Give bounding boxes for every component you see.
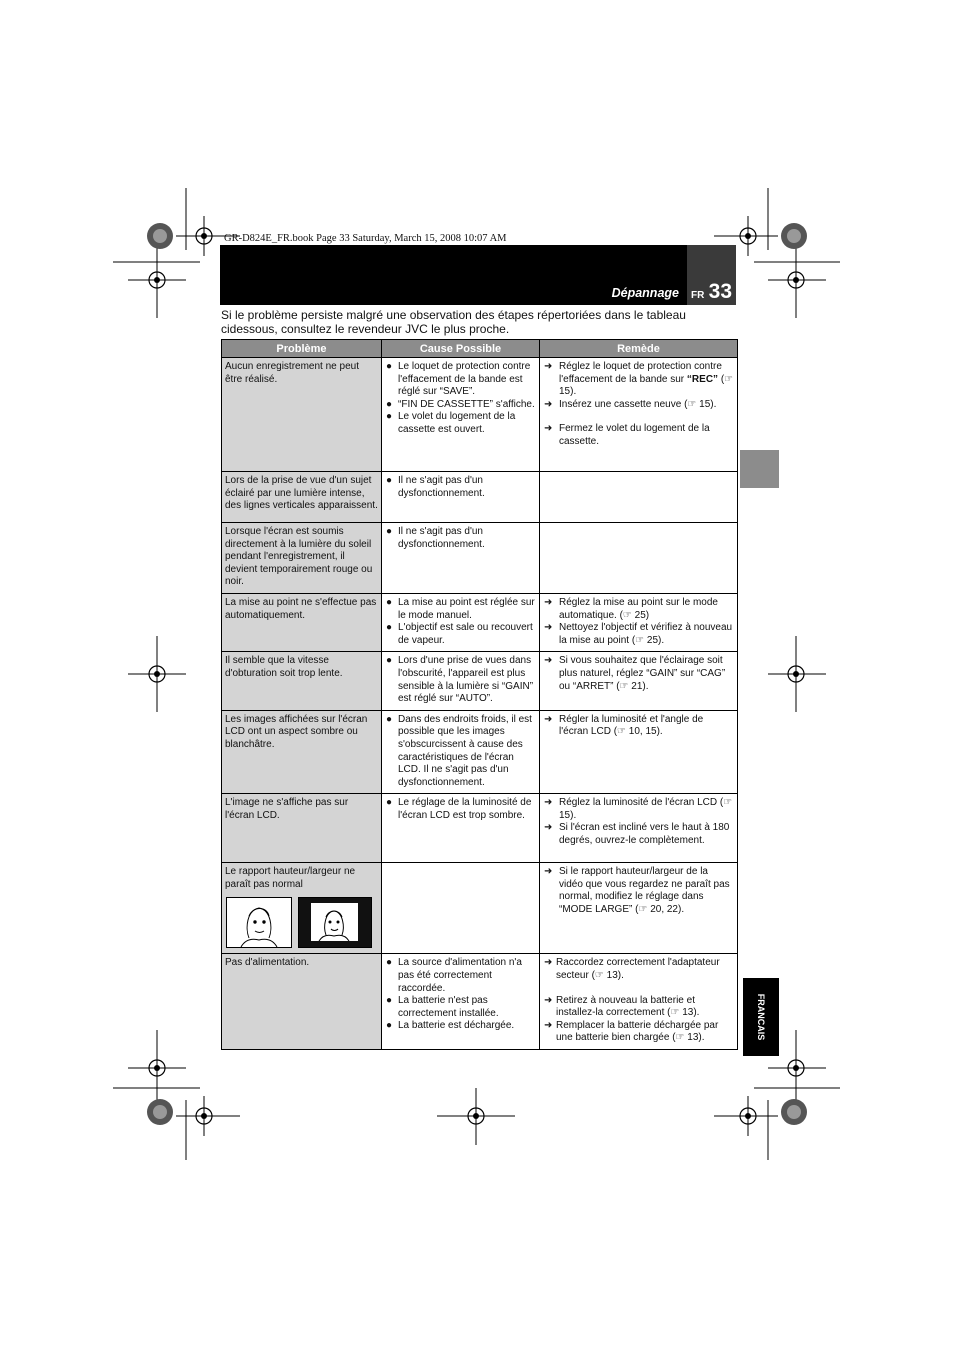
language-side-tab-label: FRANCAIS — [756, 993, 766, 1041]
bullet-icon: ● — [386, 1020, 393, 1032]
cause-item: ● Le volet du logement de la cassette est ouvert. — [386, 411, 516, 435]
bullet-icon: ● — [386, 361, 393, 372]
problem-cell — [222, 863, 382, 954]
bullet-icon: ● — [386, 622, 393, 634]
arrow-icon: ➜ — [544, 822, 553, 834]
cause-item: ● Lors d'une prise de vues dans l'obscurité, l'appareil est plus sensible à la lumière si “GAIN” est réglé sur “AUTO”. — [386, 655, 534, 705]
problem-cell: Les images affichées sur l'écran LCD ont un aspect sombre ou blanchâtre. — [222, 710, 382, 794]
table-row — [222, 593, 738, 651]
remedy-item: ➜ Réglez le loquet de protection contre l'effacement de la bande sur “REC” (☞ 15). — [544, 361, 734, 398]
cause-cell — [382, 954, 540, 1050]
arrow-icon: ➜ — [544, 994, 553, 1006]
cause-item: ● La batterie n'est pas correctement installée. — [386, 995, 499, 1019]
cause-cell — [382, 652, 540, 710]
cause-cell — [382, 358, 540, 472]
cause-cell — [382, 794, 540, 863]
bullet-icon: ● — [386, 957, 393, 969]
header-cause: Cause Possible — [382, 340, 540, 358]
table-header-row — [222, 340, 738, 358]
table-row — [222, 472, 738, 523]
book-meta-line: GR-D824E_FR.book Page 33 Saturday, March 15, 2008 10:07 AM — [224, 233, 507, 244]
table-row — [222, 523, 738, 594]
side-gray-marker — [740, 450, 779, 488]
language-code: FR — [691, 290, 705, 301]
cause-cell — [382, 523, 540, 594]
cause-item: ● “FIN DE CASSETTE” s'affiche. — [386, 398, 535, 410]
arrow-icon: ➜ — [544, 713, 553, 725]
arrow-icon: ➜ — [544, 423, 553, 435]
troubleshooting-table — [221, 339, 738, 1050]
bullet-icon: ● — [386, 797, 393, 809]
remedy-item: ➜ Raccordez correctement l'adaptateur secteur (☞ 13). — [544, 957, 720, 982]
remedy-item: ➜ Insérez une cassette neuve (☞ 15). — [544, 398, 717, 410]
remedy-cell — [540, 954, 738, 1050]
arrow-icon: ➜ — [544, 797, 553, 809]
bullet-icon: ● — [386, 596, 393, 608]
cause-cell — [382, 593, 540, 651]
bullet-icon: ● — [386, 475, 393, 486]
problem-cell: Il semble que la vitesse d'obturation soit trop lente. — [222, 652, 382, 710]
remedy-cell — [540, 652, 738, 710]
remedy-item: ➜ Si le rapport hauteur/largeur de la vidéo que vous regardez ne paraît pas normal, modifiez le réglage dans “MODE LARGE” (☞ 20, 22). — [544, 866, 730, 916]
table-row — [222, 710, 738, 794]
problem-cell: L'image ne s'affiche pas sur l'écran LCD. — [222, 794, 382, 863]
table-row — [222, 358, 738, 472]
header-remedy: Remède — [540, 340, 738, 358]
remedy-cell — [540, 523, 738, 594]
page-header-bar — [220, 245, 687, 305]
bullet-icon: ● — [386, 526, 393, 537]
problem-cell: La mise au point ne s'effectue pas automatiquement. — [222, 593, 382, 651]
cause-item: ● Le loquet de protection contre l'effacement de la bande est réglé sur “SAVE”. — [386, 361, 531, 398]
aspect-ratio-illustrations — [225, 897, 378, 949]
arrow-icon: ➜ — [544, 866, 553, 878]
cause-item: ● La batterie est déchargée. — [386, 1020, 515, 1032]
cause-cell — [382, 472, 540, 523]
remedy-item: ➜ Fermez le volet du logement de la cassette. — [544, 423, 710, 447]
arrow-icon: ➜ — [544, 398, 553, 410]
intro-paragraph: Si le problème persiste malgré une observation des étapes répertoriées dans le tableau cidessous, consultez le revendeur JVC le plus proche. — [221, 308, 686, 336]
page-number: 33 — [708, 280, 732, 303]
remedy-item: ➜ Réglez la luminosité de l'écran LCD (☞ 15). — [544, 797, 733, 821]
remedy-item: ➜ Si vous souhaitez que l'éclairage soit plus naturel, réglez “GAIN” sur “CAG” ou “ARRET” (☞ 21). — [544, 655, 726, 692]
bullet-icon: ● — [386, 995, 393, 1007]
arrow-icon: ➜ — [544, 1019, 553, 1031]
cause-item: ● Il ne s'agit pas d'un dysfonctionnement. — [386, 526, 485, 550]
problem-cell: Lorsque l'écran est soumis directement à la lumière du soleil pendant l'enregistrement, il devient temporairement rouge ou noir. — [222, 523, 382, 594]
problem-cell: Lors de la prise de vue d'un sujet éclairé par une lumière intense, des lignes verticales apparaissent. — [222, 472, 382, 523]
table-row — [222, 863, 738, 954]
remedy-cell — [540, 794, 738, 863]
cause-item: ● Dans des endroits froids, il est possible que les images s'obscurcissent à cause des caractéristiques de l'écran LCD. Il ne s'agit pas d'un dysfonctionnement. — [386, 713, 532, 788]
remedy-cell — [540, 358, 738, 472]
bullet-icon: ● — [386, 411, 393, 423]
table-row — [222, 794, 738, 863]
letterboxed-face-illustration — [298, 897, 372, 948]
remedy-item: ➜ Réglez la mise au point sur le mode automatique. (☞ 25) — [544, 596, 718, 621]
problem-cell: Pas d'alimentation. — [222, 954, 382, 1050]
remedy-item: ➜ Si l'écran est incliné vers le haut à 180 degrés, ouvrez-le complètement. — [544, 822, 730, 847]
remedy-cell — [540, 863, 738, 954]
page-number-box — [687, 245, 736, 305]
remedy-item: ➜ Régler la luminosité et l'angle de l'écran LCD (☞ 10, 15). — [544, 713, 704, 738]
table-row — [222, 954, 738, 1050]
arrow-icon: ➜ — [544, 957, 553, 969]
arrow-icon: ➜ — [544, 361, 553, 372]
arrow-icon: ➜ — [544, 596, 553, 608]
remedy-cell — [540, 710, 738, 794]
arrow-icon: ➜ — [544, 655, 553, 667]
cause-cell — [382, 710, 540, 794]
section-title: Dépannage — [611, 286, 679, 300]
remedy-item: ➜ Retirez à nouveau la batterie et installez-la correctement (☞ 13). — [544, 994, 700, 1019]
bullet-icon: ● — [386, 398, 393, 410]
problem-text: Le rapport hauteur/largeur ne paraît pas normal — [225, 866, 356, 890]
cause-item: ● Il ne s'agit pas d'un dysfonctionnement. — [386, 475, 485, 499]
table-row — [222, 652, 738, 710]
bullet-icon: ● — [386, 713, 393, 725]
language-side-tab — [743, 978, 779, 1056]
header-problem: Problème — [222, 340, 382, 358]
cause-item: ● Le réglage de la luminosité de l'écran LCD est trop sombre. — [386, 797, 532, 821]
normal-aspect-face-illustration — [226, 897, 292, 948]
cause-item: ● La mise au point est réglée sur le mode manuel. — [386, 596, 535, 621]
remedy-cell — [540, 472, 738, 523]
problem-cell: Aucun enregistrement ne peut être réalisé. — [222, 358, 382, 472]
cause-item: ● L'objectif est sale ou recouvert de vapeur. — [386, 622, 533, 646]
bullet-icon: ● — [386, 655, 393, 667]
remedy-item: ➜ Remplacer la batterie déchargée par une batterie bien chargée (☞ 13). — [544, 1019, 719, 1044]
cause-cell — [382, 863, 540, 954]
arrow-icon: ➜ — [544, 622, 553, 634]
remedy-item: ➜ Nettoyez l'objectif et vérifiez à nouveau la mise au point (☞ 25). — [544, 622, 733, 646]
cause-item: ● La source d'alimentation n'a pas été correctement raccordée. — [386, 957, 522, 994]
remedy-cell — [540, 593, 738, 651]
